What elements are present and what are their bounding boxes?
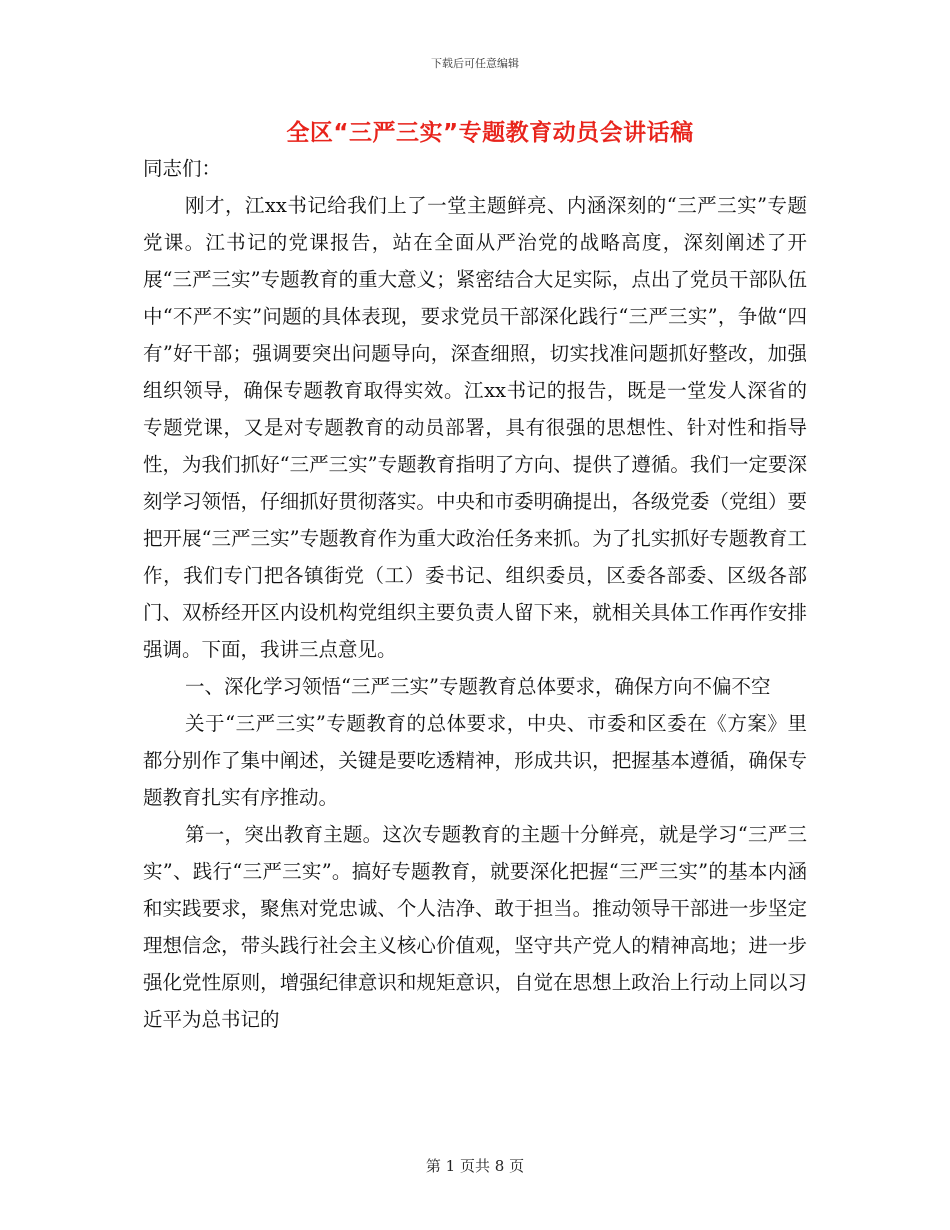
section-heading: 一、深化学习领悟“三严三实”专题教育总体要求，确保方向不偏不空 [185,675,771,698]
document-body [143,150,807,1038]
salutation: 同志们： [143,157,222,180]
page-footer: 第 1 页共 8 页 [425,1157,525,1175]
paragraph: 关于“三严三实”专题教育的总体要求，中央、市委和区委在《方案》里都分别作了集中阐述，关键是要吃透精神，形成共识，把握基本遵循，确保专题教育扎实有序推动。 [143,712,807,809]
document-title: 全区“三严三实”专题教育动员会讲话稿 [286,120,694,146]
paragraph: 刚才，江xx书记给我们上了一堂主题鲜亮、内涵深刻的“三严三实”专题党课。江书记的党课报告，站在全面从严治党的战略高度，深刻阐述了开展“三严三实”专题教育的重大意义；紧密结合大足实际，点出了党员干部队伍中“不严不实”问题的具体表现，要求党员干部深化践行“三严三实”，争做“四有”好干部；强调要突出问题导向，深查细照，切实找准问题抓好整改，加强组织领导，确保专题教育取得实效。江xx书记的报告，既是一堂发人深省的专题党课，又是对专题教育的动员部署，具有很强的思想性、针对性和指导性，为我们抓好“三严三实”专题教育指明了方向、提供了遵循。我们一定要深刻学习领悟，仔细抓好贯彻落实。中央和市委明确提出，各级党委（党组）要把开展“三严三实”专题教育作为重大政治任务来抓。为了扎实抓好专题教育工作，我们专门把各镇街党（工）委书记、组织委员，区委各部委、区级各部门、双桥经开区内设机构党组织主要负责人留下来，就相关具体工作再作安排强调。下面，我讲三点意见。 [143,194,807,661]
paragraph: 第一，突出教育主题。这次专题教育的主题十分鲜亮，就是学习“三严三实”、践行“三严三实”。搞好专题教育，就要深化把握“三严三实”的基本内涵和实践要求，聚焦对党忠诚、个人洁净、敢于担当。推动领导干部进一步坚定理想信念，带头践行社会主义核心价值观，坚守共产党人的精神高地；进一步强化党性原则，增强纪律意识和规矩意识，自觉在思想上政治上行动上同以习近平为总书记的 [143,823,807,1031]
header-note: 下载后可任意编辑 [431,57,519,70]
